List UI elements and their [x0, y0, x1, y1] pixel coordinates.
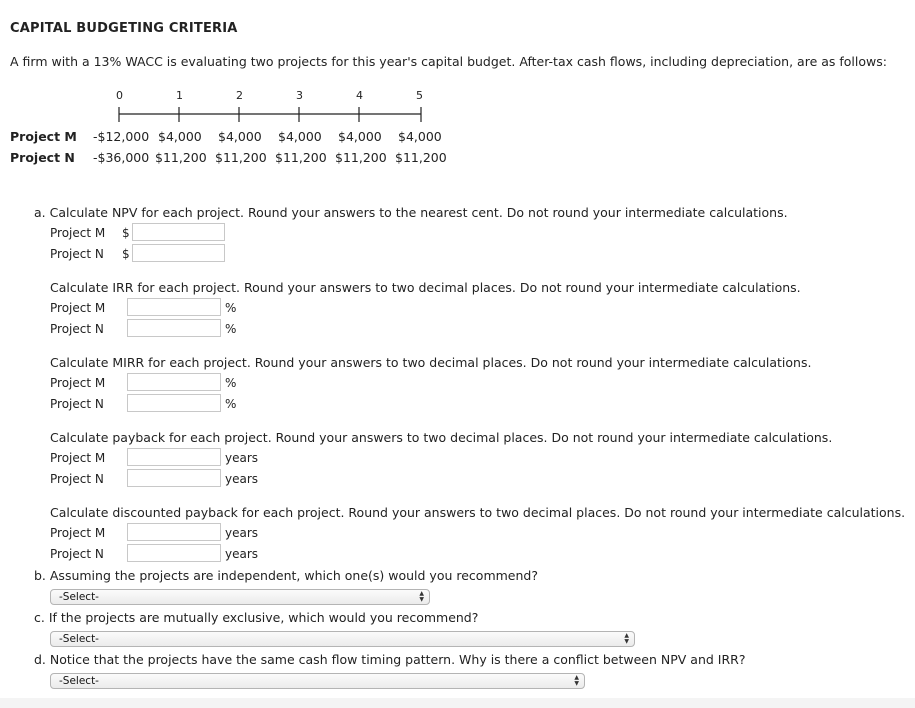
project-m-flow-1: $4,000 [158, 129, 202, 144]
page-title: CAPITAL BUDGETING CRITERIA [10, 21, 238, 36]
timeline-axis [110, 103, 430, 125]
project-n-flow-1: $11,200 [155, 150, 207, 165]
npv-dollar-sign: $ [122, 226, 130, 240]
discounted-payback-project-m-input[interactable] [127, 523, 221, 541]
payback-project-m-label: Project M [50, 451, 106, 465]
select-arrows-icon: ▲ ▼ [624, 632, 629, 645]
project-m-flow-5: $4,000 [398, 129, 442, 144]
payback-project-n-input[interactable] [127, 469, 221, 487]
project-n-flow-5: $11,200 [395, 150, 447, 165]
irr-project-m-input[interactable] [127, 298, 221, 316]
question-d-select-value: -Select- [59, 675, 99, 687]
npv-project-n-label: Project N [50, 247, 104, 261]
timeline-period-2: 2 [236, 89, 243, 102]
discounted-payback-years-unit: years [225, 526, 259, 540]
mirr-percent-sign: % [225, 397, 237, 411]
payback-years-unit: years [225, 472, 259, 486]
timeline-period-5: 5 [416, 89, 423, 102]
npv-dollar-sign: $ [122, 247, 130, 261]
npv-project-n-input[interactable] [132, 244, 225, 262]
payback-project-n-label: Project N [50, 472, 104, 486]
payback-prompt: Calculate payback for each project. Round your answers to two decimal places. Do not round your intermediate calculations. [50, 430, 833, 445]
payback-years-unit: years [225, 451, 259, 465]
discounted-payback-project-n-label: Project N [50, 547, 104, 561]
project-m-flow-0: -$12,000 [93, 129, 150, 144]
irr-prompt: Calculate IRR for each project. Round your answers to two decimal places. Do not round your intermediate calculations. [50, 280, 801, 295]
irr-project-m-label: Project M [50, 301, 106, 315]
mirr-project-m-label: Project M [50, 376, 106, 390]
question-c-select[interactable] [50, 631, 635, 647]
npv-project-m-label: Project M [50, 226, 106, 240]
project-n-flow-3: $11,200 [275, 150, 327, 165]
project-n-flow-2: $11,200 [215, 150, 267, 165]
question-d-prompt: d. Notice that the projects have the same cash flow timing pattern. Why is there a conflict between NPV and IRR? [34, 652, 746, 667]
timeline-period-3: 3 [296, 89, 303, 102]
timeline-period-4: 4 [356, 89, 363, 102]
question-b-select[interactable] [50, 589, 430, 605]
mirr-prompt: Calculate MIRR for each project. Round your answers to two decimal places. Do not round your intermediate calculations. [50, 355, 812, 370]
project-m-flow-2: $4,000 [218, 129, 262, 144]
question-c-select-value: -Select- [59, 633, 99, 645]
question-c-prompt: c. If the projects are mutually exclusive, which would you recommend? [34, 610, 479, 625]
project-n-flow-0: -$36,000 [93, 150, 150, 165]
project-m-flow-4: $4,000 [338, 129, 382, 144]
page-bottom-shade [0, 698, 915, 708]
irr-project-n-label: Project N [50, 322, 104, 336]
project-n-flow-4: $11,200 [335, 150, 387, 165]
timeline-period-0: 0 [116, 89, 123, 102]
npv-prompt: a. Calculate NPV for each project. Round your answers to the nearest cent. Do not round your intermediate calculations. [34, 205, 788, 220]
project-n-label: Project N [10, 150, 75, 165]
irr-percent-sign: % [225, 322, 237, 336]
question-b-select-value: -Select- [59, 591, 99, 603]
npv-project-m-input[interactable] [132, 223, 225, 241]
project-m-flow-3: $4,000 [278, 129, 322, 144]
question-d-select[interactable] [50, 673, 585, 689]
question-b-prompt: b. Assuming the projects are independent, which one(s) would you recommend? [34, 568, 538, 583]
discounted-payback-years-unit: years [225, 547, 259, 561]
project-m-label: Project M [10, 129, 77, 144]
discounted-payback-project-m-label: Project M [50, 526, 106, 540]
irr-project-n-input[interactable] [127, 319, 221, 337]
mirr-project-m-input[interactable] [127, 373, 221, 391]
discounted-payback-prompt: Calculate discounted payback for each project. Round your answers to two decimal places. Do not round your intermediate calculations. [50, 505, 906, 520]
discounted-payback-project-n-input[interactable] [127, 544, 221, 562]
problem-intro: A firm with a 13% WACC is evaluating two projects for this year's capital budget. After-tax cash flows, including depreciation, are as follows: [10, 54, 887, 69]
timeline-period-1: 1 [176, 89, 183, 102]
mirr-percent-sign: % [225, 376, 237, 390]
mirr-project-n-label: Project N [50, 397, 104, 411]
select-arrows-icon: ▲ ▼ [574, 674, 579, 687]
payback-project-m-input[interactable] [127, 448, 221, 466]
select-arrows-icon: ▲ ▼ [419, 590, 424, 603]
irr-percent-sign: % [225, 301, 237, 315]
mirr-project-n-input[interactable] [127, 394, 221, 412]
